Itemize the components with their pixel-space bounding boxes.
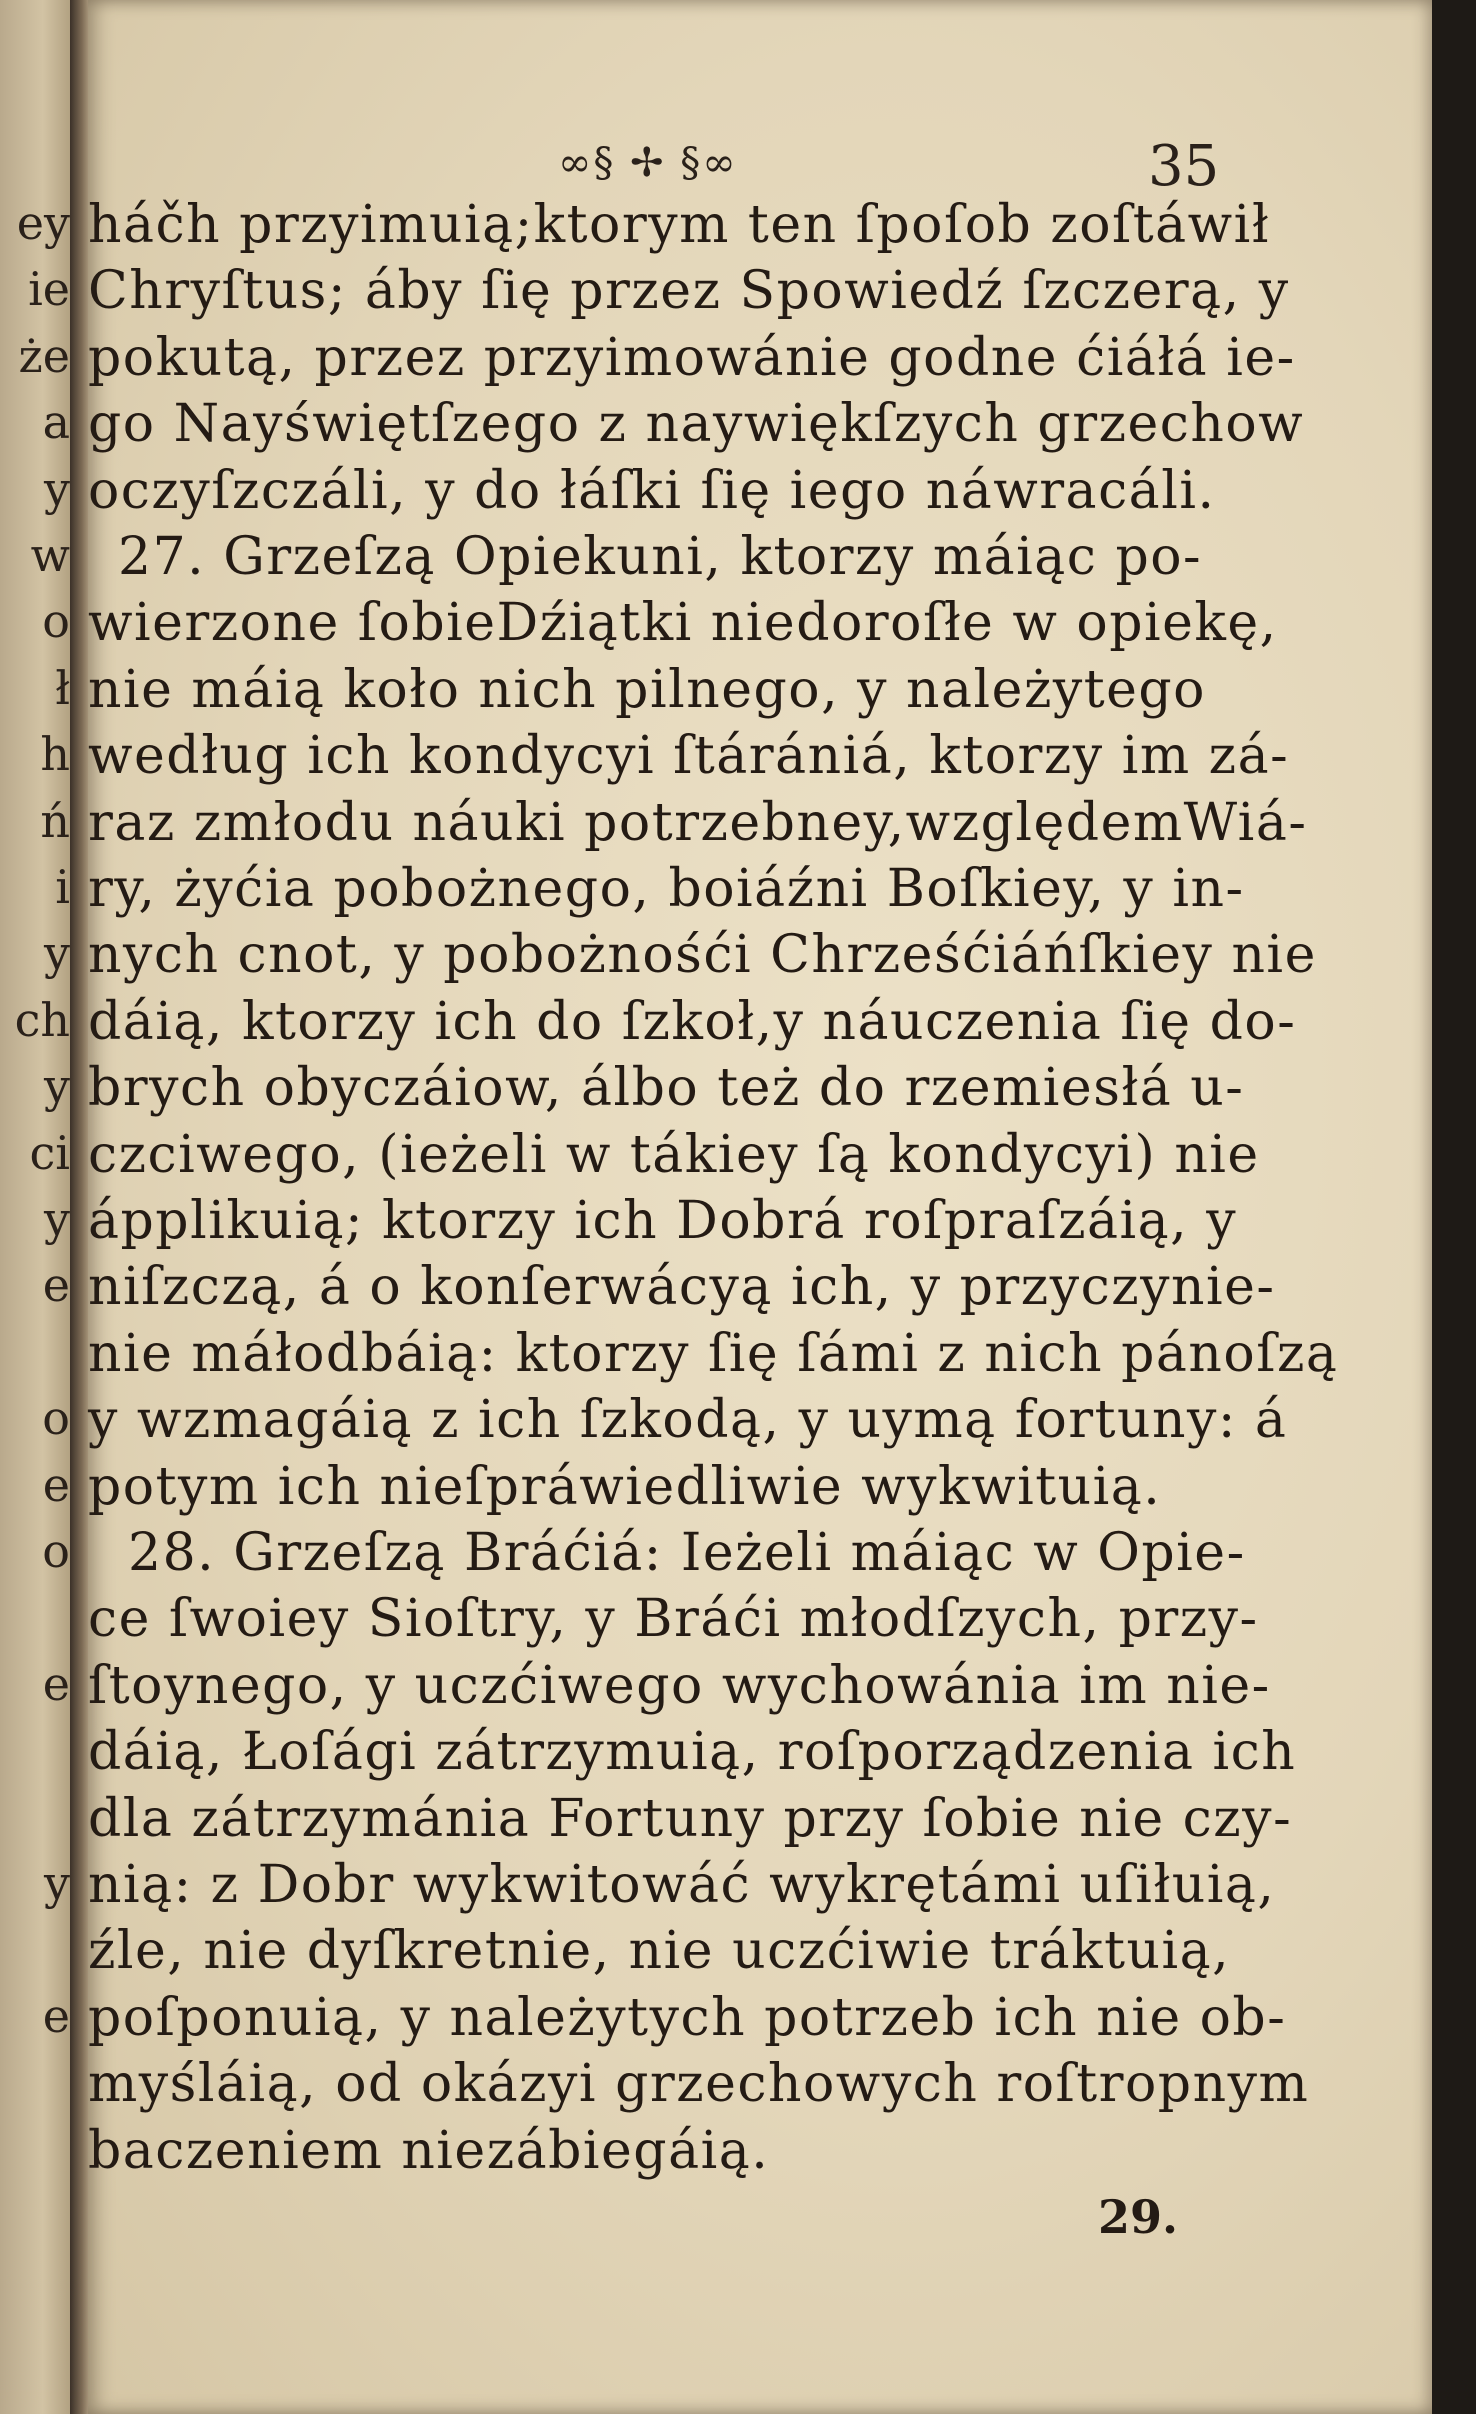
facing-page-fragment: a (42, 395, 70, 450)
facing-page-fragment: ey (16, 196, 70, 250)
facing-page-fragment: o (42, 594, 70, 649)
facing-page-fragment: i (55, 860, 70, 914)
text-line: háčh przyimuią;ktorym ten ſpoſob zoſtáwił (88, 195, 1271, 255)
text-line: czciwego, (ieżeli w tákiey ſą kondycyi) nie (88, 1124, 1260, 1185)
facing-page-fragment: e (42, 1457, 70, 1512)
scan-background-right (1432, 0, 1476, 2414)
text-line: nie máłodbáią: ktorzy ſię ſámi z nich pánoſzą (88, 1323, 1339, 1384)
text-line: 27. Grzeſzą Opiekuni, ktorzy máiąc po- (118, 527, 1203, 587)
facing-page-fragment: o (42, 1524, 70, 1578)
facing-page-fragment: e (42, 1988, 70, 2043)
facing-page-fragment: y (44, 461, 70, 516)
facing-page-fragment: y (44, 926, 70, 981)
facing-page-fragment: y (44, 1192, 70, 1246)
text-line: dáią, ktorzy ich do ſzkoł,y náuczenia ſię do- (88, 991, 1297, 1052)
facing-page-fragment: o (42, 1391, 70, 1446)
text-line: raz zmłodu náuki potrzebney,względemWiá- (88, 792, 1308, 853)
text-line: y wzmagáią z ich ſzkodą, y uymą fortuny: á (88, 1390, 1288, 1451)
facing-page-fragment: ń (40, 793, 70, 848)
text-line: ápplikuią; ktorzy ich Dobrá roſpraſzáią, y (88, 1191, 1238, 1251)
text-line: myśláią, od okázyi grzechowych roſtropnym (88, 2054, 1310, 2115)
text-line: dáią, Łoſági zátrzymuią, roſporządzenia ich (88, 1722, 1297, 1783)
facing-page-fragment: e (42, 1258, 70, 1313)
text-line: nych cnot, y pobożnośći Chrześćiáńſkiey nie (88, 925, 1317, 986)
text-line: ry, żyćia pobożnego, boiáźni Boſkiey, y in- (88, 859, 1245, 919)
text-line: baczeniem niezábiegáią. (88, 2120, 770, 2181)
facing-page-fragment: y (44, 1856, 70, 1910)
text-line: 28. Grzeſzą Bráćiá: Ieżeli máiąc w Opie- (128, 1523, 1246, 1583)
facing-page-fragment: h (40, 727, 70, 782)
text-line: go Nayświętſzego z naywiękſzych grzechow (88, 394, 1305, 455)
text-line: nią: z Dobr wykwitowáć wykrętámi uſiłuią, (88, 1855, 1276, 1915)
header-ornament: ∞§ ✢ §∞ (558, 140, 738, 186)
text-line: potym ich nieſpráwiedliwie wykwituią. (88, 1456, 1162, 1517)
facing-page-fragment: ie (28, 262, 70, 317)
facing-page-fragment: że (18, 328, 70, 383)
facing-page-fragment: ch (14, 992, 70, 1047)
text-line: brych obyczáiow, álbo też do rzemiesłá u- (88, 1058, 1245, 1119)
text-line: źle, nie dyſkretnie, nie uczćiwie tráktuią, (88, 1921, 1231, 1982)
text-line: niſzczą, á o konſerwácyą ich, y przyczynie- (88, 1257, 1276, 1318)
page-number: 35 (1148, 134, 1220, 199)
facing-page-fragment: ci (29, 1125, 70, 1180)
text-line: wierzone ſobieDźiątki niedoroſłe w opiekę, (88, 593, 1278, 654)
facing-page-edge (0, 0, 78, 2414)
text-line: pokutą, przez przyimowánie godne ćiáłá ie- (88, 327, 1296, 388)
facing-page-fragment: e (42, 1656, 70, 1711)
text-line: ce ſwoiey Sioſtry, y Bráći młodſzych, przy- (88, 1589, 1259, 1650)
text-line: oczyſzczáli, y do łáſki ſię iego náwracáli. (88, 460, 1216, 521)
text-line: według ich kondycyi ſtárániá, ktorzy im zá- (88, 726, 1290, 787)
text-line: poſponuią, y należytych potrzeb ich nie ob- (88, 1987, 1287, 2048)
facing-page-fragment: ł (55, 660, 70, 715)
text-line: ſtoynego, y uczćiwego wychowánia im nie- (88, 1655, 1271, 1716)
book-page (88, 0, 1432, 2414)
text-line: nie máią koło nich pilnego, y należytego (88, 659, 1206, 720)
text-line: Chryſtus; áby ſię przez Spowiedź ſzczerą, y (88, 261, 1290, 322)
catchword: 29. (1098, 2190, 1179, 2244)
text-line: dla zátrzymánia Fortuny przy ſobie nie czy- (88, 1788, 1293, 1849)
facing-page-fragment: w (30, 528, 70, 582)
facing-page-fragment: y (44, 1059, 70, 1114)
